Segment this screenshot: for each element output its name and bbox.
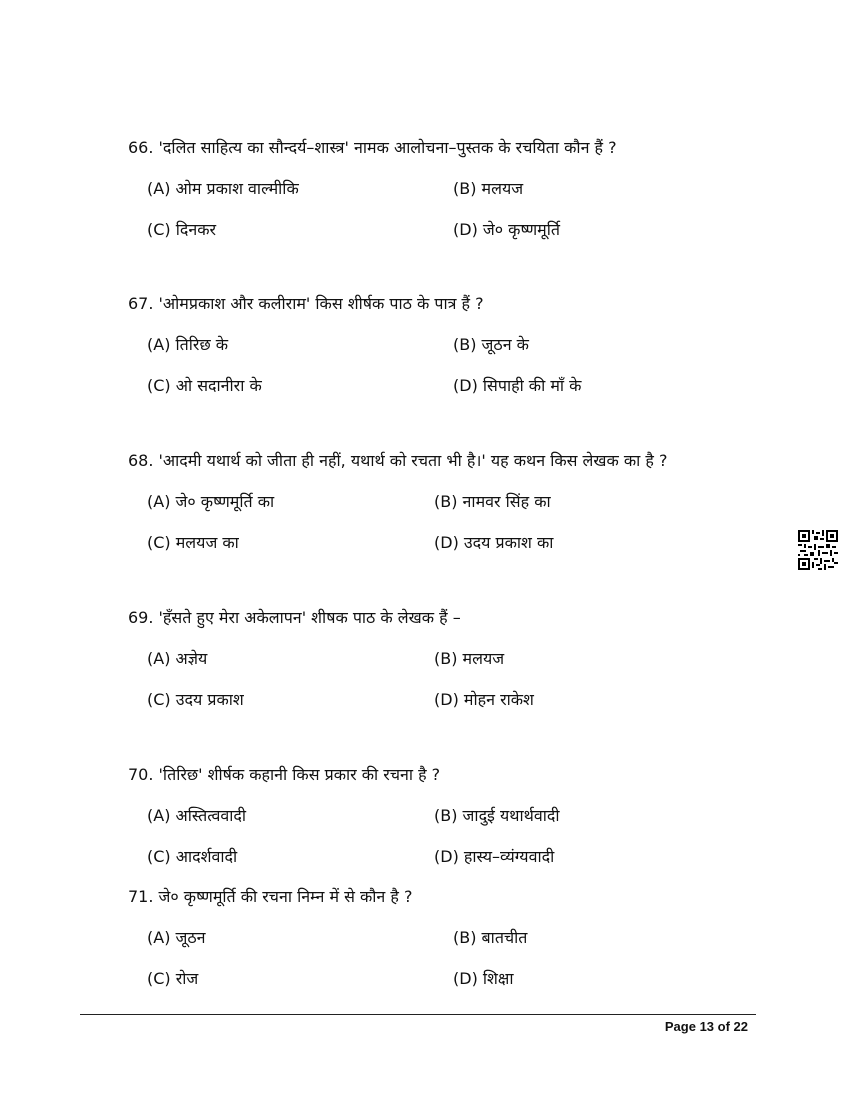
- option-a: (A) जूठन: [147, 928, 206, 947]
- question-71: [128, 886, 768, 908]
- option-c: (C) ओ सदानीरा के: [147, 376, 262, 395]
- option-d: (D) उदय प्रकाश का: [434, 533, 554, 552]
- option-c: (C) रोज: [147, 969, 199, 988]
- question-text: 69. 'हँसते हुए मेरा अकेलापन' शीषक पाठ के लेखक हैं –: [128, 608, 461, 627]
- option-a: (A) अस्तित्ववादी: [147, 806, 247, 825]
- question-67: [128, 293, 768, 315]
- question-text: 68. 'आदमी यथार्थ को जीता ही नहीं, यथार्थ को रचता भी है।' यह कथन किस लेखक का है ?: [128, 451, 668, 470]
- question-66: [128, 137, 768, 159]
- option-b: (B) नामवर सिंह का: [434, 492, 551, 511]
- option-a: (A) अज्ञेय: [147, 649, 208, 668]
- question-text: 67. 'ओमप्रकाश और कलीराम' किस शीर्षक पाठ के पात्र हैं ?: [128, 294, 484, 313]
- option-b: (B) मलयज: [453, 179, 524, 198]
- qr-code-icon: [798, 530, 838, 570]
- option-b: (B) जादुई यथार्थवादी: [434, 806, 560, 825]
- option-d: (D) सिपाही की माँ के: [453, 376, 582, 395]
- option-c: (C) मलयज का: [147, 533, 239, 552]
- question-70: [128, 764, 768, 786]
- question-text: 71. जे० कृष्णमूर्ति की रचना निम्न में से कौन है ?: [128, 887, 413, 906]
- option-a: (A) ओम प्रकाश वाल्मीकि: [147, 179, 299, 198]
- question-text: 70. 'तिरिछ' शीर्षक कहानी किस प्रकार की रचना है ?: [128, 765, 441, 784]
- option-b: (B) बातचीत: [453, 928, 528, 947]
- option-d: (D) जे० कृष्णमूर्ति: [453, 220, 561, 239]
- option-a: (A) जे० कृष्णमूर्ति का: [147, 492, 275, 511]
- option-c: (C) उदय प्रकाश: [147, 690, 244, 709]
- option-b: (B) मलयज: [434, 649, 505, 668]
- option-d: (D) हास्य–व्यंग्यवादी: [434, 847, 555, 866]
- option-a: (A) तिरिछ के: [147, 335, 229, 354]
- option-c: (C) आदर्शवादी: [147, 847, 238, 866]
- question-68: [128, 450, 768, 472]
- page-number: Page 13 of 22: [664, 1019, 748, 1034]
- question-text: 66. 'दलित साहित्य का सौन्दर्य–शास्त्र' नामक आलोचना–पुस्तक के रचयिता कौन हैं ?: [128, 138, 617, 157]
- footer-divider: [80, 1014, 756, 1015]
- question-69: [128, 607, 768, 629]
- option-c: (C) दिनकर: [147, 220, 217, 239]
- option-d: (D) शिक्षा: [453, 969, 514, 988]
- option-d: (D) मोहन राकेश: [434, 690, 534, 709]
- option-b: (B) जूठन के: [453, 335, 529, 354]
